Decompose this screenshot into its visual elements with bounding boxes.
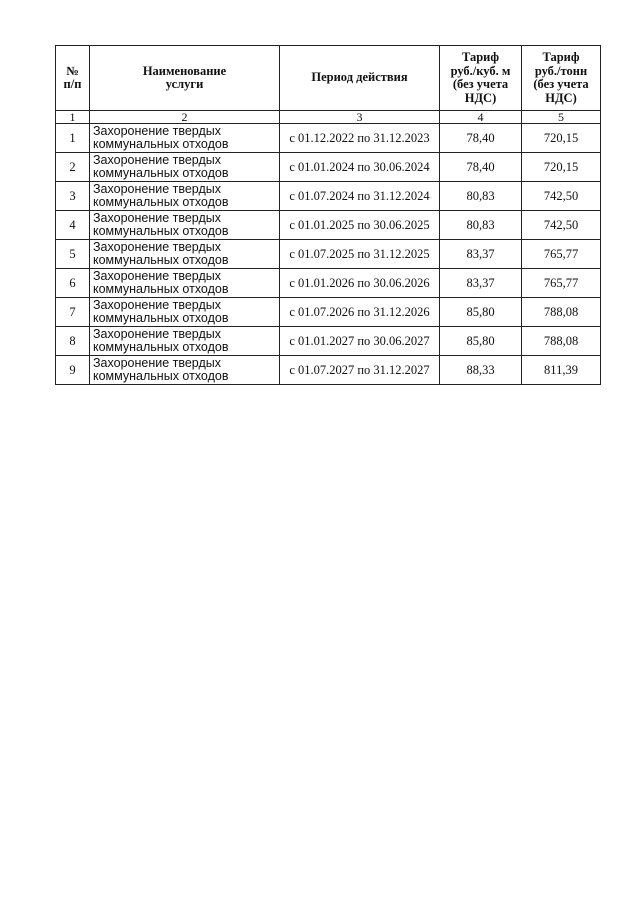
header-service [90,46,280,111]
tariff-m3-cell: 88,33 [440,356,522,385]
table-row [56,153,601,182]
table-body [56,124,601,385]
service-name [90,182,280,211]
header-period [280,46,440,111]
tariff-m3-cell: 85,80 [440,298,522,327]
row-number: 8 [56,327,90,356]
period-cell: с 01.07.2026 по 31.12.2026 [280,298,440,327]
header-text: руб./куб. м [450,63,511,78]
table-row [56,182,601,211]
service-name [90,269,280,298]
header-text: № [66,63,79,78]
service-name-line: Захоронение твердых [93,182,222,196]
service-name-line: коммунальных отходов [93,282,229,296]
tariff-m3-cell: 78,40 [440,124,522,153]
tariff-m3-cell: 85,80 [440,327,522,356]
service-name-line: коммунальных отходов [93,369,229,383]
column-number: 1 [56,111,90,124]
column-number: 2 [90,111,280,124]
header-text: услуги [165,77,204,91]
service-name [90,153,280,182]
tariff-tonne-cell: 720,15 [522,153,601,182]
tariff-tonne-cell: 765,77 [522,240,601,269]
service-name-line: Захоронение твердых [93,327,222,341]
header-text: п/п [63,77,82,91]
table-row [56,211,601,240]
service-name-line: коммунальных отходов [93,224,229,238]
row-number: 3 [56,182,90,211]
table-row [56,269,601,298]
service-name-line: коммунальных отходов [93,253,229,267]
header-tariff-tonne [522,46,601,111]
service-name-line: коммунальных отходов [93,195,229,209]
tariff-table [55,45,601,385]
service-name-line: коммунальных отходов [93,166,229,180]
period-cell: с 01.07.2025 по 31.12.2025 [280,240,440,269]
period-cell: с 01.07.2024 по 31.12.2024 [280,182,440,211]
table-row [56,356,601,385]
row-number: 1 [56,124,90,153]
service-name-line: коммунальных отходов [93,137,229,151]
tariff-tonne-cell: 788,08 [522,298,601,327]
column-number: 5 [522,111,601,124]
service-name [90,211,280,240]
header-text: (без учета [533,77,589,91]
service-name-line: Захоронение твердых [93,356,222,370]
service-name [90,327,280,356]
table-row [56,240,601,269]
header-text: НДС) [545,90,577,105]
service-name [90,124,280,153]
row-number: 4 [56,211,90,240]
tariff-m3-cell: 78,40 [440,153,522,182]
period-cell: с 01.12.2022 по 31.12.2023 [280,124,440,153]
header-tariff-m3 [440,46,522,111]
column-number: 4 [440,111,522,124]
period-cell: с 01.07.2027 по 31.12.2027 [280,356,440,385]
row-number: 6 [56,269,90,298]
service-name [90,240,280,269]
service-name-line: коммунальных отходов [93,340,229,354]
tariff-tonne-cell: 742,50 [522,211,601,240]
service-name-line: Захоронение твердых [93,153,222,167]
service-name-line: Захоронение твердых [93,298,222,312]
service-name-line: Захоронение твердых [93,240,222,254]
table-row [56,124,601,153]
header-text: НДС) [464,90,497,105]
row-number: 2 [56,153,90,182]
tariff-tonne-cell: 765,77 [522,269,601,298]
tariff-m3-cell: 83,37 [440,269,522,298]
period-cell: с 01.01.2027 по 30.06.2027 [280,327,440,356]
header-text: Наименование [142,63,227,78]
tariff-tonne-cell: 788,08 [522,327,601,356]
tariff-tonne-cell: 742,50 [522,182,601,211]
row-number: 9 [56,356,90,385]
row-number: 7 [56,298,90,327]
service-name-line: коммунальных отходов [93,311,229,325]
header-number [56,46,90,111]
header-text: (без учета [452,77,509,91]
service-name-line: Захоронение твердых [93,211,222,225]
tariff-tonne-cell: 811,39 [522,356,601,385]
tariff-m3-cell: 80,83 [440,211,522,240]
table-row [56,327,601,356]
period-cell: с 01.01.2025 по 30.06.2025 [280,211,440,240]
table-header-row [56,46,601,111]
header-text: руб./тонн [534,63,588,78]
header-text: Тариф [461,50,500,64]
tariff-m3-cell: 80,83 [440,182,522,211]
table-row [56,298,601,327]
service-name [90,356,280,385]
column-number-row [56,111,601,124]
service-name-line: Захоронение твердых [93,269,222,283]
period-cell: с 01.01.2024 по 30.06.2024 [280,153,440,182]
service-name-line: Захоронение твердых [93,124,222,138]
tariff-tonne-cell: 720,15 [522,124,601,153]
row-number: 5 [56,240,90,269]
header-text: Тариф [542,50,580,64]
header-text: Период действия [311,70,408,85]
period-cell: с 01.01.2026 по 30.06.2026 [280,269,440,298]
tariff-m3-cell: 83,37 [440,240,522,269]
service-name [90,298,280,327]
column-number: 3 [280,111,440,124]
